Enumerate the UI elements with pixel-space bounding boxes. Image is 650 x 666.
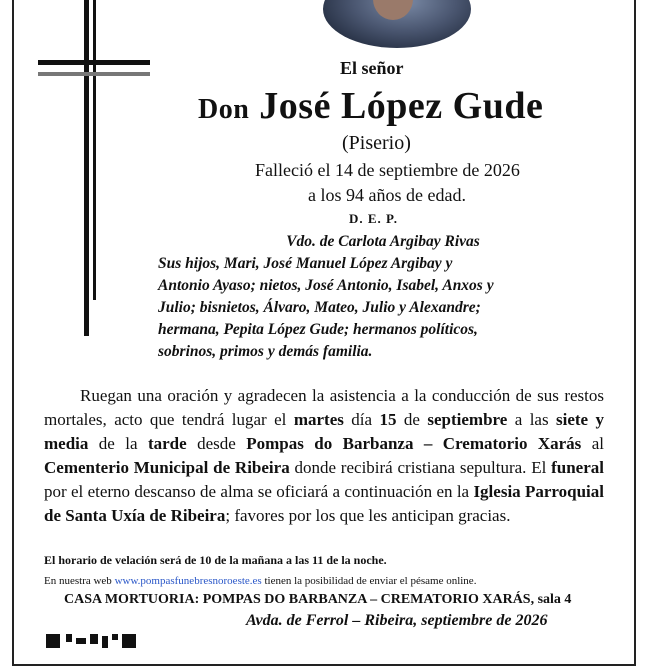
family-line: Sus hijos, Mari, José Manuel López Argibay y xyxy=(158,255,453,272)
alias: (Piserio) xyxy=(342,132,411,154)
website-link[interactable]: www.pompasfunebresnoroeste.es xyxy=(114,575,262,587)
website-note: En nuestra web www.pompasfunebresnoroeste.es tienen la posibilidad de enviar el pésame online. xyxy=(44,575,477,587)
deceased-name xyxy=(198,84,543,128)
family-list xyxy=(158,231,608,363)
visitation-hours: El horario de velación será de 10 de la mañana a las 11 de la noche. xyxy=(44,553,387,567)
family-line: sobrinos, primos y demás familia. xyxy=(158,343,373,360)
qr-code-icon xyxy=(46,632,138,650)
dep-abbreviation: D. E. P. xyxy=(349,211,399,226)
honorific: Don xyxy=(198,94,250,125)
family-line: Antonio Ayaso; nietos, José Antonio, Isabel, Anxos y xyxy=(158,277,494,294)
location-date-line: Avda. de Ferrol – Ribeira, septiembre de 2026 xyxy=(246,612,548,629)
full-name: José López Gude xyxy=(259,85,544,127)
age-at-death: a los 94 años de edad. xyxy=(308,185,466,205)
family-line: Julio; bisnietos, Álvaro, Mateo, Julio y Alexandre; xyxy=(158,299,481,316)
widower-line: Vdo. de Carlota Argibay Rivas xyxy=(286,233,480,250)
cross-icon xyxy=(38,0,150,336)
funeral-home-line: CASA MORTUORIA: POMPAS DO BARBANZA – CREMATORIO XARÁS, sala 4 xyxy=(64,592,572,607)
ceremony-announcement: Ruegan una oración y agradecen la asistencia a la conducción de sus restos mortales, acto que tendrá lugar el martes día 15 de septiembre a las siete y media de la tarde desde Pompas do Barbanza – Crematorio Xarás al Cementerio Municipal de Ribeira donde recibirá cristiana sepultura. El funeral por el eterno descanso de alma se oficiará a continuación en la Iglesia Parroquial de Santa Uxía de Ribeira; favores por los que les anticipan gracias. xyxy=(44,386,605,525)
title-prefix: El señor xyxy=(340,58,404,78)
death-date: Falleció el 14 de septiembre de 2026 xyxy=(255,160,520,180)
family-line: hermana, Pepita López Gude; hermanos políticos, xyxy=(158,321,478,338)
